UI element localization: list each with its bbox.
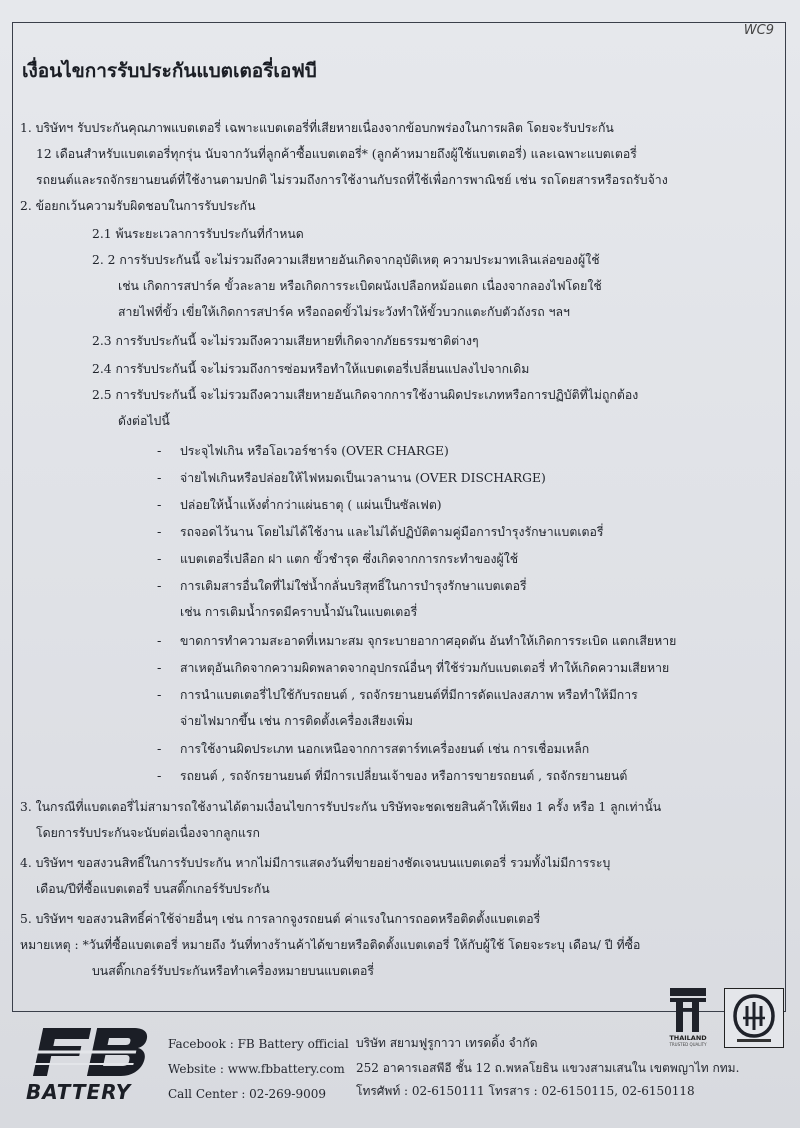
bullet-item-continued: เช่น การเติมน้ำกรดมีคราบน้ำมันในแบตเตอรี่ [180, 605, 418, 619]
clause-2-5-line-2: ดังต่อไปนี้ [118, 414, 170, 428]
company-phone: โทรศัพท์ : 02-6150111 โทรสาร : 02-6150115, 02-6150118 [356, 1084, 695, 1098]
bullet-dash: - [157, 471, 162, 486]
facebook-contact: Facebook : FB Battery official [168, 1037, 349, 1051]
clause-5: 5. บริษัทฯ ขอสงวนสิทธิ์ค่าใช้จ่ายอื่นๆ เช่น การลากจูงรถยนต์ ค่าแรงในการถอดหรือติดตั้งแบตเตอรี่ [20, 912, 541, 926]
company-name: บริษัท สยามฟูรูกาวา เทรดดิ้ง จำกัด [356, 1036, 538, 1050]
clause-3-line-1: 3. ในกรณีที่แบตเตอรี่ไม่สามารถใช้งานได้ตามเงื่อนไขการรับประกัน บริษัทจะชดเชยสินค้าให้เพียง 1 ครั้ง หรือ 1 ลูกเท่านั้น [20, 800, 662, 814]
bullet-item: การใช้งานผิดประเภท นอกเหนือจากการสตาร์ทเครื่องยนต์ เช่น การเชื่อมเหล็ก [180, 742, 590, 756]
tq-mark-icon [670, 988, 706, 1032]
clause-1-line-1: 1. บริษัทฯ รับประกันคุณภาพแบตเตอรี่ เฉพาะแบตเตอรี่ที่เสียหายเนื่องจากข้อบกพร่องในการผลิต โดยจะรับประกัน [20, 121, 614, 135]
tis-standard-seal-icon [724, 988, 784, 1048]
bullet-item: รถจอดไว้นาน โดยไม่ได้ใช้งาน และไม่ได้ปฏิบัติตามคู่มือการบำรุงรักษาแบตเตอรี่ [180, 525, 604, 539]
website-contact: Website : www.fbbattery.com [168, 1062, 345, 1076]
remark-line-2: บนสติ๊กเกอร์รับประกันหรือทำเครื่องหมายบนแบตเตอรี่ [92, 964, 375, 978]
bullet-dash: - [157, 688, 162, 703]
bullet-dash: - [157, 742, 162, 757]
fb-battery-logo [22, 1024, 152, 1110]
clause-4-line-2: เดือน/ปีที่ซื้อแบตเตอรี่ บนสติ๊กเกอร์รับประกัน [36, 882, 270, 896]
bullet-item: การนำแบตเตอรี่ไปใช้กับรถยนต์ , รถจักรยานยนต์ที่มีการดัดแปลงสภาพ หรือทำให้มีการ [180, 688, 638, 702]
bullet-item-continued: จ่ายไฟมากขึ้น เช่น การติดตั้งเครื่องเสียงเพิ่ม [180, 714, 413, 728]
clause-2-heading: 2. ข้อยกเว้นความรับผิดชอบในการรับประกัน [20, 199, 256, 213]
bullet-dash: - [157, 661, 162, 676]
clause-2-2-line-3: สายไฟที่ขั้ว เขี่ยให้เกิดการสปาร์ค หรือถอดขั้วไม่ระวังทำให้ขั้วบวกแตะกับตัวถังรถ ฯลฯ [118, 305, 570, 319]
bullet-dash: - [157, 634, 162, 649]
bullet-item: ขาดการทำความสะอาดที่เหมาะสม จุกระบายอากาศอุดตัน อันทำให้เกิดการระเบิด แตกเสียหาย [180, 634, 677, 648]
bullet-item: ประจุไฟเกิน หรือโอเวอร์ชาร์จ (OVER CHARGE) [180, 444, 449, 458]
bullet-item: การเติมสารอื่นใดที่ไม่ใช่น้ำกลั่นบริสุทธิ์ในการบำรุงรักษาแบตเตอรี่ [180, 579, 527, 593]
clause-1-line-3: รถยนต์และรถจักรยานยนต์ที่ใช้งานตามปกติ ไม่รวมถึงการใช้งานกับรถที่ใช้เพื่อการพาณิชย์ เช่น รถโดยสารหรือรถรับจ้าง [36, 173, 668, 187]
bullet-dash: - [157, 579, 162, 594]
bullet-dash: - [157, 552, 162, 567]
document-code: WC9 [743, 23, 774, 38]
tq-sub-label: TRUSTED QUALITY [669, 1042, 707, 1047]
clause-2-2-line-1: 2. 2 การรับประกันนี้ จะไม่รวมถึงความเสียหายอันเกิดจากอุบัติเหตุ ความประมาทเลินเล่อของผู้ใช้ [92, 253, 600, 267]
remark-line-1: หมายเหตุ : *วันที่ซื้อแบตเตอรี่ หมายถึง วันที่ทางร้านค้าได้ขายหรือติดตั้งแบตเตอรี่ ให้กับผู้ใช้ โดยจะระบุ เดือน/ ปี ที่ซื้อ [20, 938, 641, 952]
bullet-item: แบตเตอรี่เปลือก ฝา แตก ขั้วชำรุด ซึ่งเกิดจากการกระทำของผู้ใช้ [180, 552, 519, 566]
bullet-dash: - [157, 769, 162, 784]
clause-2-1: 2.1 พ้นระยะเวลาการรับประกันที่กำหนด [92, 227, 304, 241]
thailand-trusted-quality-logo [656, 988, 720, 1050]
clause-4-line-1: 4. บริษัทฯ ขอสงวนสิทธิ์ในการรับประกัน หากไม่มีการแสดงวันที่ขายอย่างชัดเจนบนแบตเตอรี่ รวมทั้งไม่มีการระบุ [20, 856, 611, 870]
bullet-dash: - [157, 444, 162, 459]
clause-2-2-line-2: เช่น เกิดการสปาร์ค ขั้วละลาย หรือเกิดการระเบิดผนังเปลือกหม้อแตก เนื่องจากลองไฟโดยใช้ [118, 279, 602, 293]
clause-3-line-2: โดยการรับประกันจะนับต่อเนื่องจากลูกแรก [36, 826, 260, 840]
company-address: 252 อาคารเอสพีอี ชั้น 12 ถ.พหลโยธิน แขวงสามเสนใน เขตพญาไท กทม. [356, 1061, 740, 1075]
bullet-item: รถยนต์ , รถจักรยานยนต์ ที่มีการเปลี่ยนเจ้าของ หรือการขายรถยนต์ , รถจักรยานยนต์ [180, 769, 628, 783]
fb-logo-mark [22, 1024, 152, 1080]
bullet-item: จ่ายไฟเกินหรือปล่อยให้ไฟหมดเป็นเวลานาน (OVER DISCHARGE) [180, 471, 546, 485]
bullet-dash: - [157, 498, 162, 513]
clause-2-5-line-1: 2.5 การรับประกันนี้ จะไม่รวมถึงความเสียหายอันเกิดจากการใช้งานผิดประเภทหรือการปฏิบัติที่ไม่ถูกต้อง [92, 388, 639, 402]
document-title: เงื่อนไขการรับประกันแบตเตอรี่เอฟบี [22, 60, 317, 82]
call-center-contact: Call Center : 02-269-9009 [168, 1087, 326, 1101]
clause-2-3: 2.3 การรับประกันนี้ จะไม่รวมถึงความเสียหายที่เกิดจากภัยธรรมชาติต่างๆ [92, 334, 479, 348]
bullet-item: สาเหตุอันเกิดจากความผิดพลาดจากอุปกรณ์อื่นๆ ที่ใช้ร่วมกับแบตเตอรี่ ทำให้เกิดความเสียหาย [180, 661, 670, 675]
tis-seal-graphic [729, 992, 779, 1044]
tq-label: THAILAND [669, 1034, 707, 1042]
fb-logo-wordmark: BATTERY [26, 1080, 132, 1104]
clause-2-4: 2.4 การรับประกันนี้ จะไม่รวมถึงการซ่อมหรือทำให้แบตเตอรี่เปลี่ยนแปลงไปจากเดิม [92, 362, 530, 376]
clause-1-line-2: 12 เดือนสำหรับแบตเตอรี่ทุกรุ่น นับจากวันที่ลูกค้าซื้อแบตเตอรี่* (ลูกค้าหมายถึงผู้ใช้แบตเตอรี่) และเฉพาะแบตเตอรี่ [36, 147, 637, 161]
bullet-dash: - [157, 525, 162, 540]
bullet-item: ปล่อยให้น้ำแห้งต่ำกว่าแผ่นธาตุ ( แผ่นเป็นซัลเฟต) [180, 498, 442, 512]
